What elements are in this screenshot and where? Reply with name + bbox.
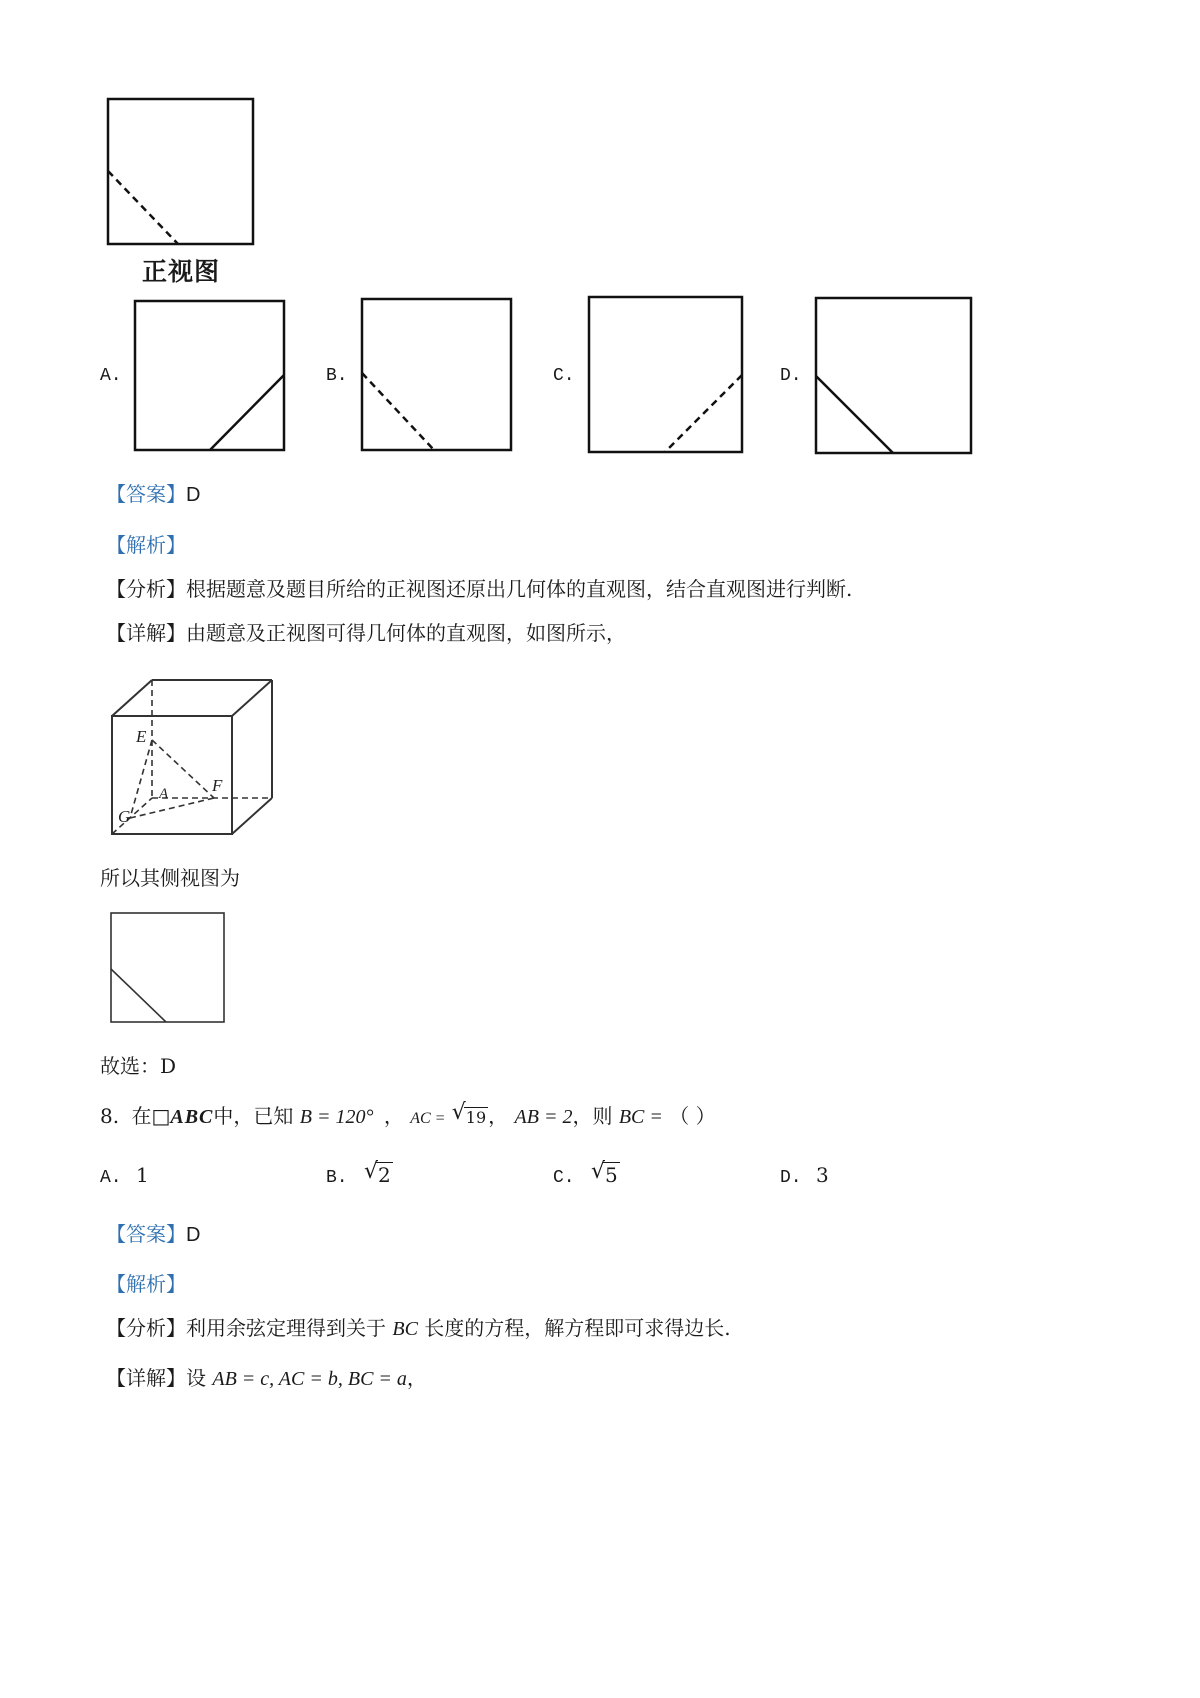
q7-analysis-tag: 【解析】 xyxy=(106,533,186,557)
q8-option-c-sqrt: √ 5 xyxy=(590,1159,618,1187)
option-d-label: D. xyxy=(780,366,802,386)
q8-answer-line xyxy=(106,1222,200,1247)
q8-option-b xyxy=(326,1159,393,1190)
q8-option-a-letter: A. xyxy=(100,1168,122,1188)
q8-xiangjie-line xyxy=(106,1366,427,1391)
q8-cond-ac: AC = xyxy=(410,1110,446,1127)
fenxi-text: 根据题意及题目所给的正视图还原出几何体的直观图，结合直观图进行判断. xyxy=(186,577,853,601)
q8-fenxi-line xyxy=(106,1316,731,1341)
q8-cond-b: B = 120° xyxy=(299,1106,374,1128)
q8-ask: 则 xyxy=(592,1104,613,1128)
q8-option-d-value: 3 xyxy=(815,1163,829,1187)
side-view-text: 所以其侧视图为 xyxy=(100,866,240,890)
front-view-figure xyxy=(106,97,266,257)
q8-xiangjie-post: ， xyxy=(406,1366,427,1390)
q8-number: 8. xyxy=(100,1104,120,1128)
option-c-figure xyxy=(587,295,747,455)
q7-answer-line xyxy=(106,482,200,507)
option-c-label: C. xyxy=(553,366,575,386)
q7-fenxi-line xyxy=(106,577,852,601)
q8-analysis-tag: 【解析】 xyxy=(106,1272,186,1296)
front-view-caption: 正视图 xyxy=(142,257,221,286)
q8-stem: 8. 在□ABC中，已知 B = 120° ， AC = √ 19 ， AB = 2，则 BC = （ ） xyxy=(100,1100,716,1128)
q8-root-19: 19 xyxy=(465,1108,487,1127)
q8-fenxi-bc: BC xyxy=(392,1318,418,1340)
q8-xiangjie-tag: 【详解】 xyxy=(106,1366,186,1390)
label-g: G xyxy=(118,807,131,826)
q8-stem-abc: ABC xyxy=(170,1106,214,1128)
q8-sqrt-19: √ 19 xyxy=(451,1100,487,1127)
xiangjie-text: 由题意及正视图可得几何体的直观图，如图所示， xyxy=(186,621,626,645)
option-d-figure xyxy=(814,296,974,456)
q8-option-c-root: 5 xyxy=(604,1163,618,1187)
q8-option-b-letter: B. xyxy=(326,1168,348,1188)
option-a-label: A. xyxy=(100,366,122,386)
cube-diagram xyxy=(108,676,288,841)
option-b-label: B. xyxy=(326,366,348,386)
q8-option-d-letter: D. xyxy=(780,1168,802,1188)
option-a-figure xyxy=(133,299,293,459)
label-a: A xyxy=(159,786,169,802)
q8-option-a xyxy=(100,1163,149,1190)
q8-ask-bc: BC = xyxy=(618,1106,663,1128)
q8-fenxi-pre: 利用余弦定理得到关于 xyxy=(186,1316,386,1340)
q8-option-c-letter: C. xyxy=(553,1168,575,1188)
answer-value: D xyxy=(186,484,201,506)
option-b-figure xyxy=(360,297,520,457)
answer-tag: 【答案】 xyxy=(106,482,186,506)
label-e: E xyxy=(136,727,147,746)
q8-stem-mid: 中，已知 xyxy=(213,1104,294,1128)
xiangjie-tag: 【详解】 xyxy=(106,621,186,645)
q8-cond-ab: AB = 2 xyxy=(514,1106,573,1128)
q8-fenxi-post: 长度的方程，解方程即可求得边长. xyxy=(424,1316,731,1340)
fenxi-tag: 【分析】 xyxy=(106,577,186,601)
q8-option-b-root: 2 xyxy=(377,1163,391,1187)
q8-answer-value: D xyxy=(186,1224,201,1246)
q8-answer-tag: 【答案】 xyxy=(106,1222,186,1246)
choose-text: 故选：D xyxy=(100,1054,177,1078)
q8-option-d xyxy=(780,1163,829,1190)
q8-stem-prefix: 在□ xyxy=(131,1104,171,1128)
q8-xiangjie-math: AB = c, AC = b, BC = a xyxy=(212,1368,407,1390)
q8-option-a-value: 1 xyxy=(135,1163,149,1187)
q8-option-b-sqrt: √ 2 xyxy=(363,1159,391,1187)
q8-option-c xyxy=(553,1159,620,1190)
q8-paren: （ ） xyxy=(669,1104,716,1128)
q8-fenxi-tag: 【分析】 xyxy=(106,1316,186,1340)
q8-xiangjie-pre: 设 xyxy=(186,1366,206,1390)
label-f: F xyxy=(212,776,223,795)
side-view-figure xyxy=(110,912,230,1032)
q7-xiangjie-line xyxy=(106,621,626,645)
